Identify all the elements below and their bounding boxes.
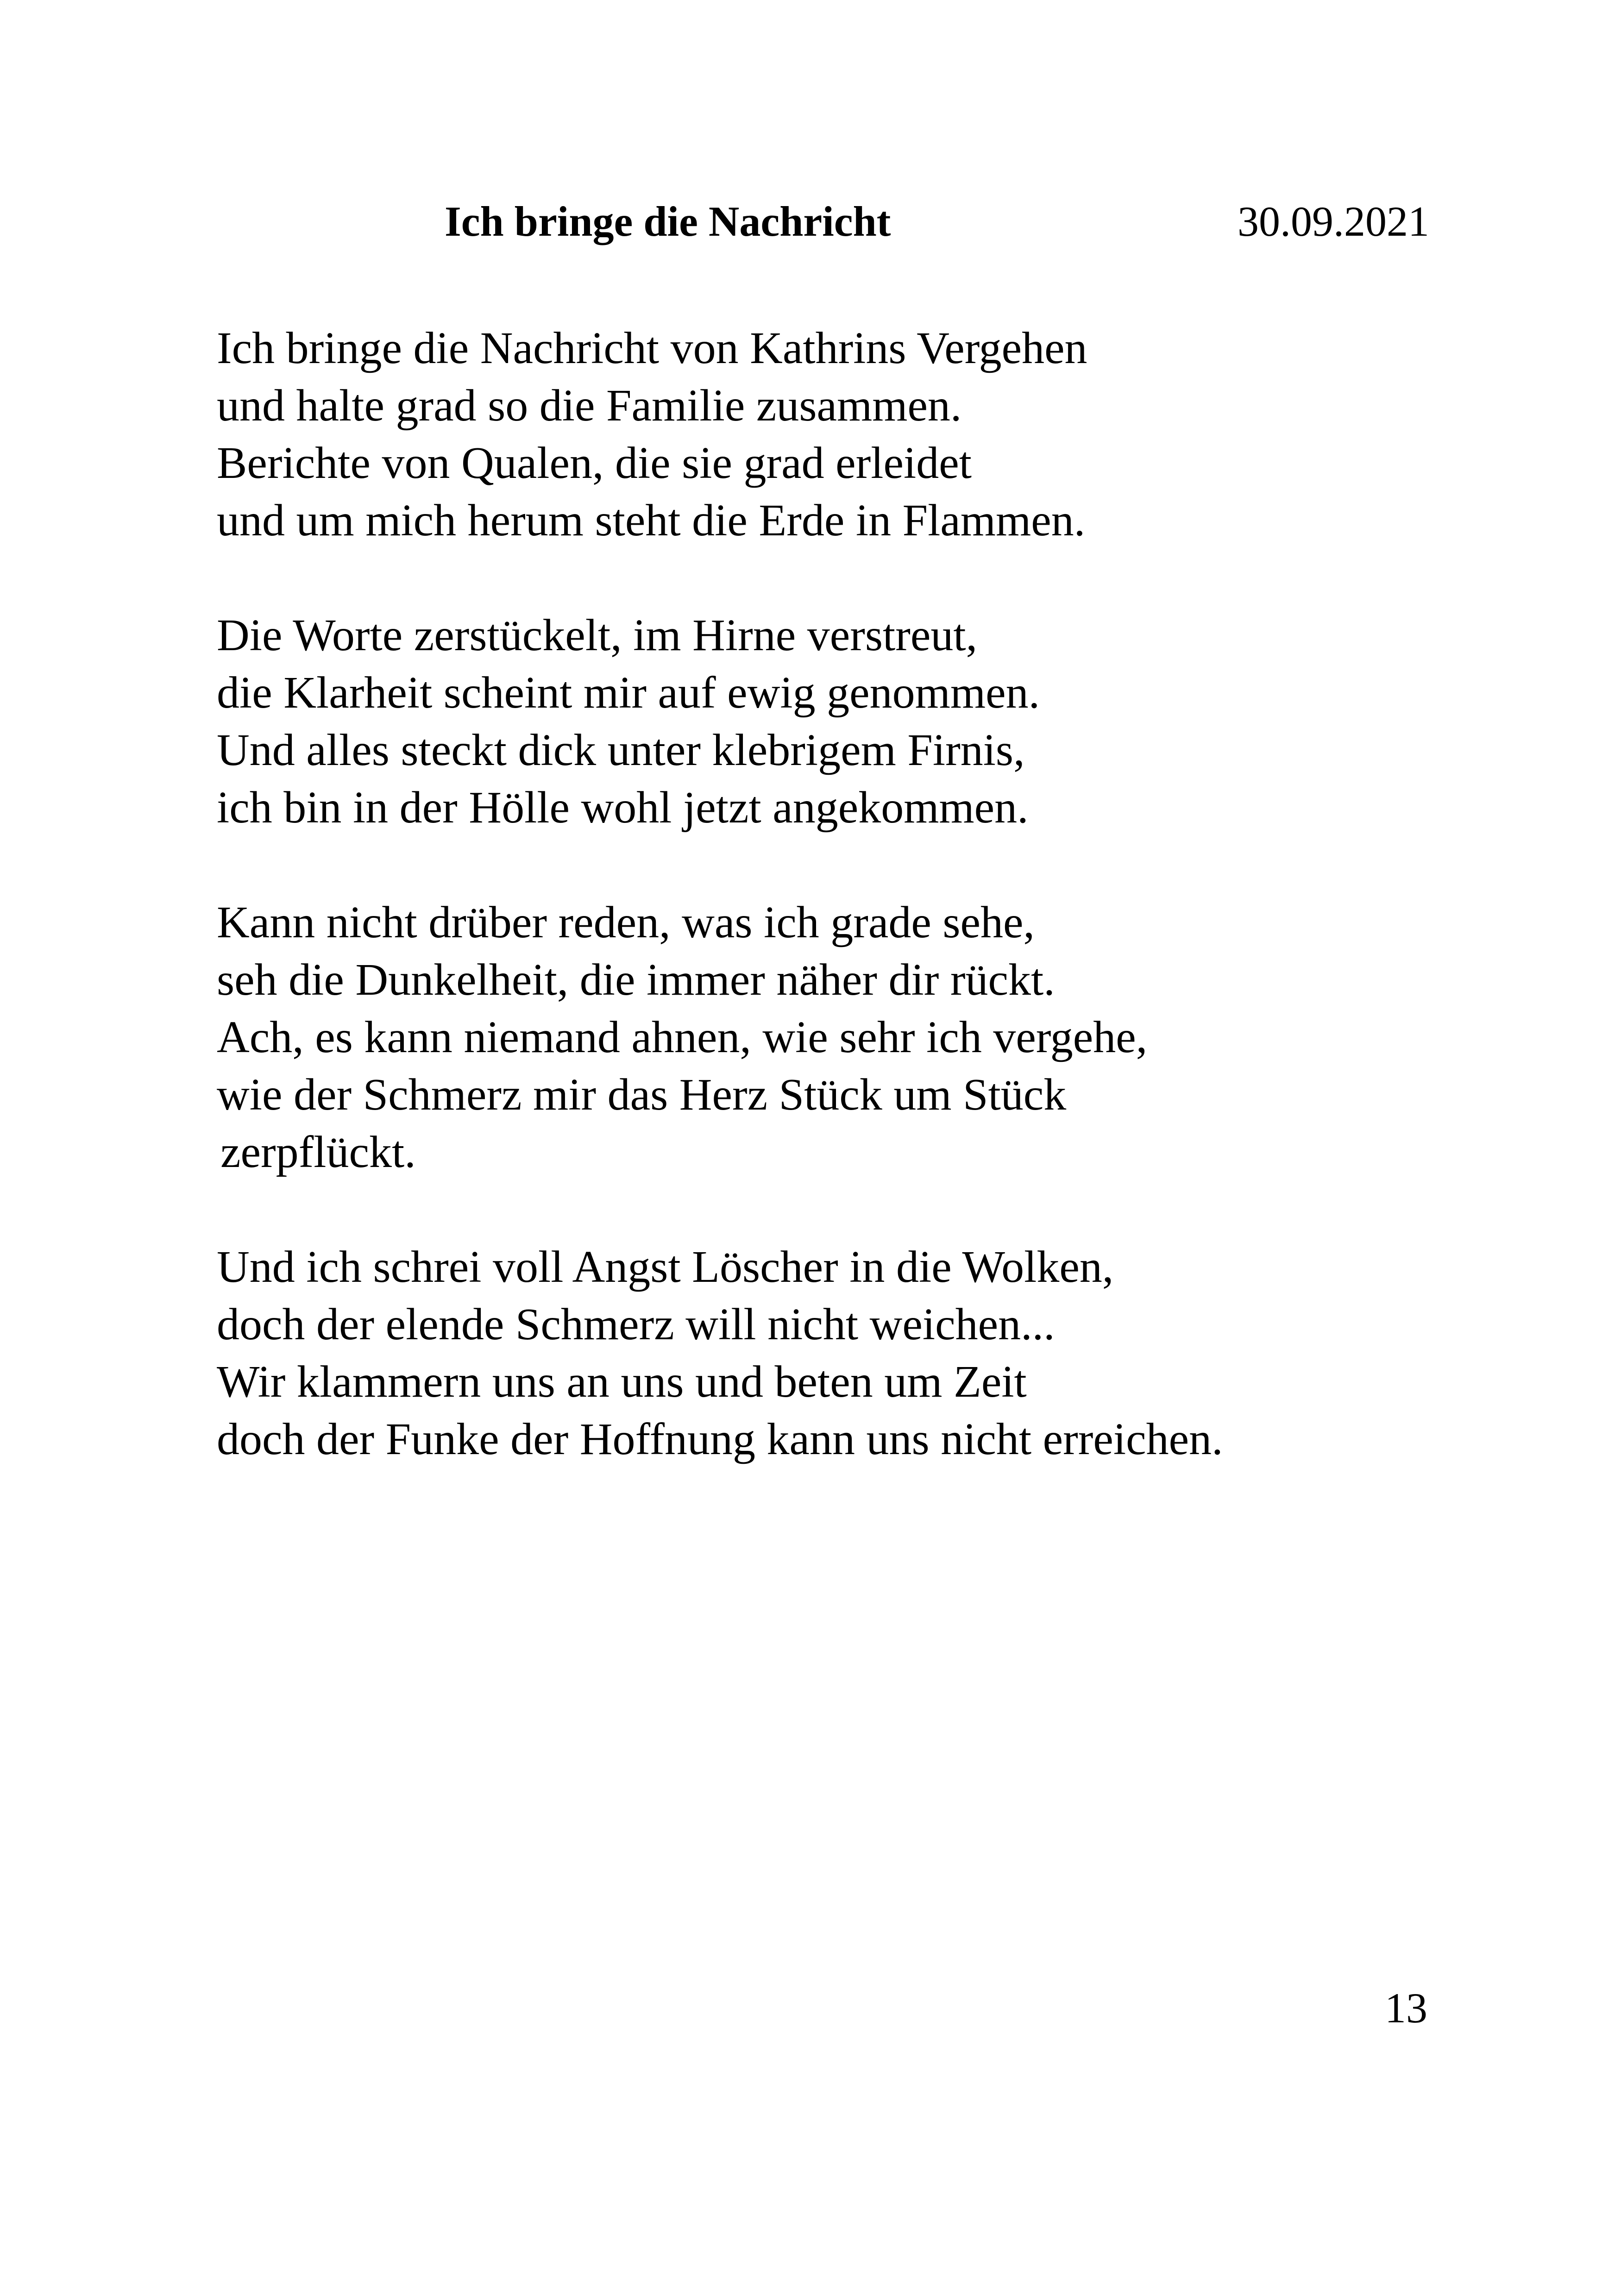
poem-line: Und alles steckt dick unter klebrigem Firnis, xyxy=(217,725,1025,775)
poem-line: Wir klammern uns an uns und beten um Zeit xyxy=(217,1357,1027,1407)
poem-line: zerpflückt. xyxy=(220,1127,416,1177)
poem-line: seh die Dunkelheit, die immer näher dir rückt. xyxy=(217,955,1055,1005)
poem-line: Berichte von Qualen, die sie grad erleidet xyxy=(217,438,972,488)
stanza-3 xyxy=(217,894,1467,1181)
stanza-4 xyxy=(217,1238,1467,1468)
poem-date: 30.09.2021 xyxy=(1238,198,1429,245)
poem-line: Kann nicht drüber reden, was ich grade sehe, xyxy=(217,897,1035,947)
poem-line: Ach, es kann niemand ahnen, wie sehr ich vergehe, xyxy=(217,1012,1148,1062)
poem-line: und um mich herum steht die Erde in Flammen. xyxy=(217,496,1086,546)
poem-body xyxy=(217,320,1467,1525)
poem-line: doch der Funke der Hoffnung kann uns nicht erreichen. xyxy=(217,1414,1223,1464)
poem-line: Die Worte zerstückelt, im Hirne verstreut, xyxy=(217,610,978,660)
page-number: 13 xyxy=(1385,1984,1427,2032)
poem-line: die Klarheit scheint mir auf ewig genommen. xyxy=(217,668,1040,718)
poem-line: Ich bringe die Nachricht von Kathrins Vergehen xyxy=(217,323,1087,373)
poem-line: ich bin in der Hölle wohl jetzt angekommen. xyxy=(217,783,1029,833)
stanza-2 xyxy=(217,607,1467,836)
poem-line: doch der elende Schmerz will nicht weichen... xyxy=(217,1299,1055,1349)
poem-line: und halte grad so die Familie zusammen. xyxy=(217,381,962,431)
poem-title: Ich bringe die Nachricht xyxy=(445,198,891,245)
poem-line: wie der Schmerz mir das Herz Stück um Stück xyxy=(217,1070,1067,1120)
poem-line: Und ich schrei voll Angst Löscher in die Wolken, xyxy=(217,1242,1114,1292)
stanza-1 xyxy=(217,320,1467,549)
